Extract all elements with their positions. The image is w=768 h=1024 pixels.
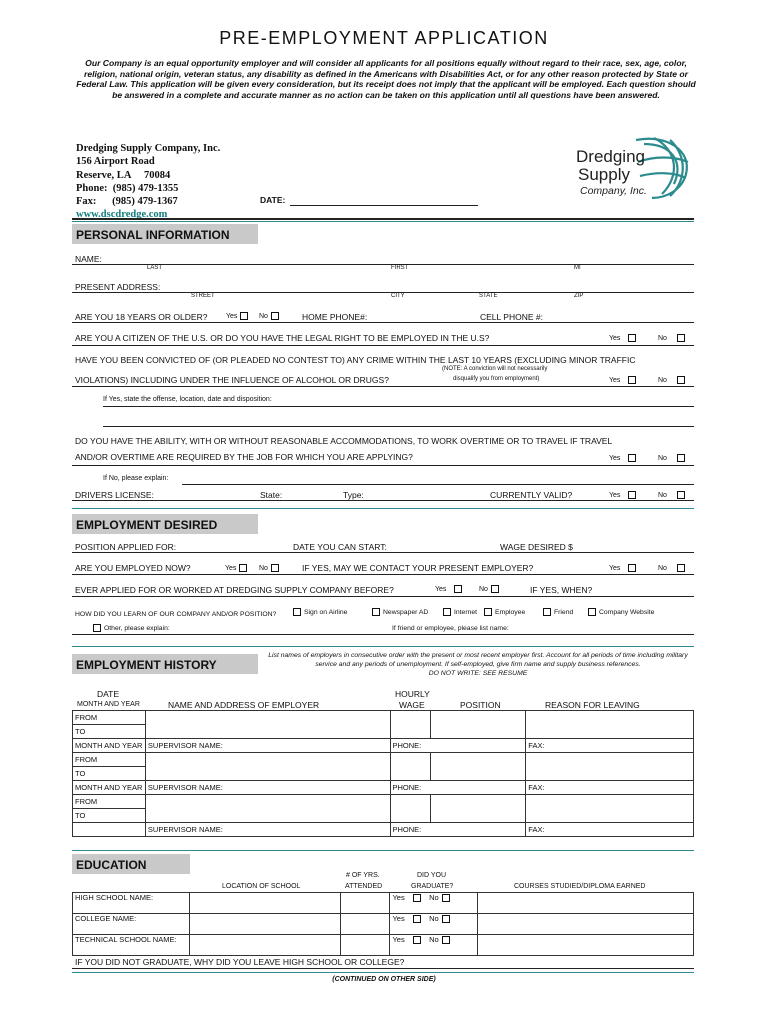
- overtime-no-checkbox[interactable]: [677, 454, 685, 462]
- col-employer: NAME AND ADDRESS OF EMPLOYER: [168, 700, 320, 710]
- age-no-checkbox[interactable]: [271, 312, 279, 320]
- age-no-label: No: [259, 312, 268, 320]
- valid-yes-checkbox[interactable]: [628, 491, 636, 499]
- divider-teal: [72, 221, 694, 222]
- dl-valid-label: CURRENTLY VALID?: [490, 490, 573, 500]
- table-row: [73, 823, 694, 837]
- supervisor-cell[interactable]: SUPERVISOR NAME:: [145, 739, 390, 753]
- drivers-license-label: DRIVERS LICENSE:: [75, 490, 154, 500]
- tech-yes-label: Yes: [392, 935, 405, 944]
- convicted-yes-label: Yes: [609, 376, 621, 384]
- month-year-cell: MONTH AND YEAR: [73, 781, 146, 795]
- empty-cell: [73, 823, 146, 837]
- hs-no-label: No: [429, 893, 439, 902]
- globe-icon: [574, 132, 694, 204]
- why-question: IF YOU DID NOT GRADUATE, WHY DID YOU LEAVE HIGH SCHOOL OR COLLEGE?: [75, 957, 405, 967]
- company-logo: [574, 132, 694, 204]
- table-row: [73, 914, 694, 935]
- opt-newspaper[interactable]: [372, 608, 428, 616]
- valid-yes-label: Yes: [609, 491, 621, 499]
- name-field[interactable]: [72, 264, 694, 265]
- drivers-field[interactable]: [72, 500, 694, 501]
- convicted-question-2: VIOLATIONS) INCLUDING UNDER THE INFLUENCE OF ALCOHOL OR DRUGS?: [75, 375, 389, 385]
- company-info: [76, 142, 220, 222]
- age-question: ARE YOU 18 YEARS OR OLDER?: [75, 312, 208, 322]
- technical-school-cell[interactable]: TECHNICAL SCHOOL NAME:: [73, 935, 190, 956]
- phone-cell[interactable]: PHONE:: [390, 781, 526, 795]
- dl-state-label: State:: [260, 490, 283, 500]
- overtime-no[interactable]: [658, 454, 685, 462]
- supervisor-cell[interactable]: SUPERVISOR NAME:: [145, 823, 390, 837]
- employed-no[interactable]: [259, 564, 279, 572]
- college-yes-checkbox[interactable]: [413, 915, 421, 923]
- wage-cell[interactable]: [390, 753, 431, 781]
- position-cell[interactable]: [431, 795, 526, 823]
- opt-airline[interactable]: [293, 608, 347, 616]
- graduate-cell[interactable]: [390, 893, 478, 914]
- col-grad-2: GRADUATE?: [411, 883, 454, 890]
- courses-cell[interactable]: [478, 914, 694, 935]
- company-address-2: Reserve, LA 70084: [76, 169, 171, 181]
- fax-cell[interactable]: FAX:: [526, 823, 694, 837]
- contact-no[interactable]: [658, 564, 685, 572]
- logo-line-2: Supply: [578, 165, 630, 184]
- internet-checkbox[interactable]: [443, 608, 451, 616]
- citizen-no-checkbox[interactable]: [677, 334, 685, 342]
- continued-footer: (CONTINUED ON OTHER SIDE): [332, 976, 436, 983]
- friend-list-label: If friend or employee, please list name:: [392, 625, 509, 632]
- convicted-no-label: No: [658, 376, 667, 384]
- if-yes-label: If Yes, state the offense, location, date and disposition:: [103, 396, 272, 403]
- eeo-statement: Our Company is an equal opportunity employer and will consider all applicants for all positions equally without regard to their race, sex, age, color, religion, national origin, veteran status, any disability as defined in the Americans with Disabilities Act, or for any other reason protected by State or Federal Law. This application will be given every consideration, but its receipt does not imply that the applicant will be employed. Each question should be answered in a complete and accurate manner as no action can be taken on this application until all questions have been answered.: [76, 58, 696, 100]
- section-personal: PERSONAL INFORMATION: [72, 224, 258, 244]
- employment-history-table: [72, 710, 694, 837]
- from-cell[interactable]: FROM: [73, 795, 146, 809]
- employed-yes[interactable]: [225, 564, 247, 572]
- col-wage: WAGE: [399, 700, 425, 710]
- contact-yes-label: Yes: [609, 564, 621, 572]
- referral-field[interactable]: [72, 634, 694, 635]
- convicted-no[interactable]: [658, 376, 685, 384]
- other-label: Other, please explain:: [104, 624, 170, 632]
- age-yes[interactable]: [226, 312, 248, 320]
- table-row: [73, 711, 694, 725]
- years-cell[interactable]: [340, 914, 390, 935]
- courses-cell[interactable]: [478, 935, 694, 956]
- month-year-cell: MONTH AND YEAR: [73, 739, 146, 753]
- company-address-1: 156 Airport Road: [76, 156, 155, 168]
- why-field[interactable]: [72, 968, 694, 969]
- high-school-cell[interactable]: HIGH SCHOOL NAME:: [73, 893, 190, 914]
- hs-yes-label: Yes: [392, 893, 405, 902]
- position-label: POSITION APPLIED FOR:: [75, 542, 177, 552]
- col-years-2: ATTENDED: [345, 883, 383, 890]
- position-cell[interactable]: [431, 711, 526, 739]
- to-cell[interactable]: TO: [73, 725, 146, 739]
- supervisor-cell[interactable]: SUPERVISOR NAME:: [145, 781, 390, 795]
- years-cell[interactable]: [340, 935, 390, 956]
- divider-teal: [72, 646, 694, 647]
- rule: [72, 345, 694, 346]
- state-label: STATE: [479, 293, 498, 299]
- overtime-question-2: AND/OR OVERTIME ARE REQUIRED BY THE JOB FOR WHICH YOU ARE APPLYING?: [75, 452, 413, 462]
- opt-other[interactable]: [93, 624, 170, 632]
- table-row: [73, 739, 694, 753]
- friend-label: Friend: [554, 608, 574, 616]
- phone-cell[interactable]: PHONE:: [390, 739, 526, 753]
- other-checkbox[interactable]: [93, 624, 101, 632]
- college-no-label: No: [429, 914, 439, 923]
- history-note-2: DO NOT WRITE: SEE RESUME: [428, 670, 528, 677]
- col-years-1: # OF YRS.: [346, 872, 380, 879]
- company-fax: Fax: (985) 479-1367: [76, 196, 178, 208]
- hs-no-checkbox[interactable]: [442, 894, 450, 902]
- airline-checkbox[interactable]: [293, 608, 301, 616]
- history-note: List names of employers in consecutive order with the present or most recent employer first. Account for all periods of time including military service and any periods of unemployment. If self-employed, give firm name and supply business references.: [268, 652, 688, 668]
- citizen-yes[interactable]: [609, 334, 636, 342]
- when-label: IF YES, WHEN?: [530, 585, 593, 595]
- age-yes-label: Yes: [226, 312, 238, 320]
- dl-type-label: Type:: [343, 490, 364, 500]
- contact-no-checkbox[interactable]: [677, 564, 685, 572]
- col-hourly: HOURLY: [395, 689, 430, 699]
- opt-friend[interactable]: [543, 608, 573, 616]
- divider-teal: [72, 850, 694, 851]
- street-label: STREET: [191, 293, 215, 299]
- wage-label: WAGE DESIRED $: [500, 542, 573, 552]
- contact-yes-checkbox[interactable]: [628, 564, 636, 572]
- conviction-note-2: disqualify you from employment): [453, 376, 540, 382]
- cell-phone-label: CELL PHONE #:: [480, 312, 543, 322]
- divider-teal: [72, 508, 694, 509]
- col-location: LOCATION OF SCHOOL: [222, 883, 301, 890]
- wage-cell[interactable]: [390, 795, 431, 823]
- employed-yes-label: Yes: [225, 564, 237, 572]
- contact-yes[interactable]: [609, 564, 636, 572]
- col-position: POSITION: [460, 700, 501, 710]
- internet-label: Internet: [454, 608, 478, 616]
- citizen-no-label: No: [658, 334, 667, 342]
- employee-label: Employee: [495, 608, 526, 616]
- wage-cell[interactable]: [390, 711, 431, 739]
- applied-yes[interactable]: [435, 585, 462, 593]
- learn-question: HOW DID YOU LEARN OF OUR COMPANY AND/OR POSITION?: [75, 611, 277, 618]
- table-row: [73, 893, 694, 914]
- col-courses: COURSES STUDIED/DIPLOMA EARNED: [514, 883, 646, 890]
- logo-line-1: Dredging: [576, 147, 645, 166]
- contact-question: IF YES, MAY WE CONTACT YOUR PRESENT EMPLOYER?: [302, 563, 534, 573]
- employer-cell[interactable]: [145, 711, 390, 739]
- history-instructions: [262, 651, 694, 678]
- overtime-yes-checkbox[interactable]: [628, 454, 636, 462]
- company-name: Dredging Supply Company, Inc.: [76, 143, 221, 154]
- newspaper-checkbox[interactable]: [372, 608, 380, 616]
- home-phone-label: HOME PHONE#:: [302, 312, 368, 322]
- employer-cell[interactable]: [145, 795, 390, 823]
- rule: [72, 465, 694, 466]
- section-employment-desired: EMPLOYMENT DESIRED: [72, 514, 258, 534]
- fax-cell[interactable]: FAX:: [526, 781, 694, 795]
- name-label: NAME:: [75, 254, 102, 264]
- college-yes-label: Yes: [392, 914, 405, 923]
- website-label: Company Website: [599, 608, 655, 616]
- phone-field[interactable]: [72, 322, 694, 323]
- applied-yes-label: Yes: [435, 585, 447, 593]
- courses-cell[interactable]: [478, 893, 694, 914]
- position-cell[interactable]: [431, 753, 526, 781]
- applied-yes-checkbox[interactable]: [454, 585, 462, 593]
- divider-teal: [72, 972, 694, 973]
- graduate-cell[interactable]: [390, 914, 478, 935]
- zip-label: ZIP: [574, 293, 584, 299]
- col-date: DATE: [97, 689, 120, 699]
- city-label: CITY: [391, 293, 405, 299]
- rule: [72, 386, 694, 387]
- valid-no-checkbox[interactable]: [677, 491, 685, 499]
- applied-no-label: No: [479, 585, 488, 593]
- employed-question: ARE YOU EMPLOYED NOW?: [75, 563, 191, 573]
- graduate-cell[interactable]: [390, 935, 478, 956]
- fax-cell[interactable]: FAX:: [526, 739, 694, 753]
- hs-yes-checkbox[interactable]: [413, 894, 421, 902]
- table-row: [73, 753, 694, 767]
- applied-no[interactable]: [479, 585, 499, 593]
- overtime-question-1: DO YOU HAVE THE ABILITY, WITH OR WITHOUT REASONABLE ACCOMMODATIONS, TO WORK OVERTIME OR TO TRAVEL IF TRAVEL: [75, 436, 613, 446]
- last-label: LAST: [147, 265, 163, 271]
- address-label: PRESENT ADDRESS:: [75, 282, 161, 292]
- table-row: [73, 935, 694, 956]
- overtime-no-label: No: [658, 454, 667, 462]
- reason-cell[interactable]: [526, 711, 694, 739]
- table-row: [73, 795, 694, 809]
- tech-yes-checkbox[interactable]: [413, 936, 421, 944]
- convicted-no-checkbox[interactable]: [677, 376, 685, 384]
- reason-cell[interactable]: [526, 795, 694, 823]
- date-field[interactable]: [290, 205, 478, 206]
- mi-label: MI: [574, 265, 581, 271]
- opt-website[interactable]: [588, 608, 654, 616]
- tech-no-label: No: [429, 935, 439, 944]
- convicted-yes-checkbox[interactable]: [628, 376, 636, 384]
- logo-line-3: Company, Inc.: [580, 185, 647, 197]
- divider: [72, 218, 694, 220]
- college-cell[interactable]: COLLEGE NAME:: [73, 914, 190, 935]
- convicted-yes[interactable]: [609, 376, 636, 384]
- applied-no-checkbox[interactable]: [491, 585, 499, 593]
- convicted-question-1: HAVE YOU BEEN CONVICTED OF (OR PLEADED NO CONTEST TO) ANY CRIME WITHIN THE LAST 10 YEARS (EXCLUDING MINOR TRAFFIC: [75, 355, 636, 365]
- location-cell[interactable]: [189, 935, 340, 956]
- overtime-yes-label: Yes: [609, 454, 621, 462]
- employer-cell[interactable]: [145, 753, 390, 781]
- website-checkbox[interactable]: [588, 608, 596, 616]
- explain-field[interactable]: [182, 484, 694, 485]
- age-yes-checkbox[interactable]: [240, 312, 248, 320]
- rule: [72, 596, 694, 597]
- employed-yes-checkbox[interactable]: [239, 564, 247, 572]
- reason-cell[interactable]: [526, 753, 694, 781]
- citizen-yes-label: Yes: [609, 334, 621, 342]
- contact-no-label: No: [658, 564, 667, 572]
- company-url[interactable]: www.dscdredge.com: [76, 209, 168, 221]
- citizen-question: ARE YOU A CITIZEN OF THE U.S. OR DO YOU HAVE THE LEGAL RIGHT TO BE EMPLOYED IN THE U.S?: [75, 333, 490, 343]
- phone-cell[interactable]: PHONE:: [390, 823, 526, 837]
- employed-no-checkbox[interactable]: [271, 564, 279, 572]
- table-row: [73, 781, 694, 795]
- if-no-label: If No, please explain:: [103, 475, 169, 482]
- address-field[interactable]: [72, 292, 694, 293]
- rule: [72, 574, 694, 575]
- first-label: FIRST: [391, 265, 409, 271]
- section-employment-history: EMPLOYMENT HISTORY: [72, 654, 258, 674]
- position-field[interactable]: [72, 552, 694, 553]
- valid-no[interactable]: [658, 491, 685, 499]
- newspaper-label: Newspaper AD: [383, 608, 429, 616]
- citizen-yes-checkbox[interactable]: [628, 334, 636, 342]
- date-label: DATE:: [260, 195, 286, 205]
- location-cell[interactable]: [189, 893, 340, 914]
- offense-field-2[interactable]: [103, 426, 694, 427]
- overtime-yes[interactable]: [609, 454, 636, 462]
- from-cell[interactable]: FROM: [73, 753, 146, 767]
- airline-label: Sign on Airline: [304, 608, 348, 616]
- col-grad-1: DID YOU: [417, 872, 447, 879]
- friend-checkbox[interactable]: [543, 608, 551, 616]
- offense-field[interactable]: [103, 406, 694, 407]
- start-date-label: DATE YOU CAN START:: [293, 542, 387, 552]
- opt-internet[interactable]: [443, 608, 477, 616]
- employee-checkbox[interactable]: [484, 608, 492, 616]
- age-no[interactable]: [259, 312, 279, 320]
- from-cell[interactable]: FROM: [73, 711, 146, 725]
- valid-no-label: No: [658, 491, 667, 499]
- applied-before-question: EVER APPLIED FOR OR WORKED AT DREDGING SUPPLY COMPANY BEFORE?: [75, 585, 394, 595]
- conviction-note-1: (NOTE: A conviction will not necessarily: [442, 366, 548, 372]
- col-reason: REASON FOR LEAVING: [545, 700, 640, 710]
- col-month-year: MONTH AND YEAR: [77, 701, 140, 708]
- valid-yes[interactable]: [609, 491, 636, 499]
- location-cell[interactable]: [189, 914, 340, 935]
- to-cell[interactable]: TO: [73, 767, 146, 781]
- to-cell[interactable]: TO: [73, 809, 146, 823]
- opt-employee[interactable]: [484, 608, 525, 616]
- tech-no-checkbox[interactable]: [442, 936, 450, 944]
- page-title: PRE-EMPLOYMENT APPLICATION: [219, 28, 549, 48]
- education-table: [72, 892, 694, 956]
- section-education: EDUCATION: [72, 854, 190, 874]
- company-phone: Phone: (985) 479-1355: [76, 182, 179, 194]
- citizen-no[interactable]: [658, 334, 685, 342]
- college-no-checkbox[interactable]: [442, 915, 450, 923]
- years-cell[interactable]: [340, 893, 390, 914]
- employed-no-label: No: [259, 564, 268, 572]
